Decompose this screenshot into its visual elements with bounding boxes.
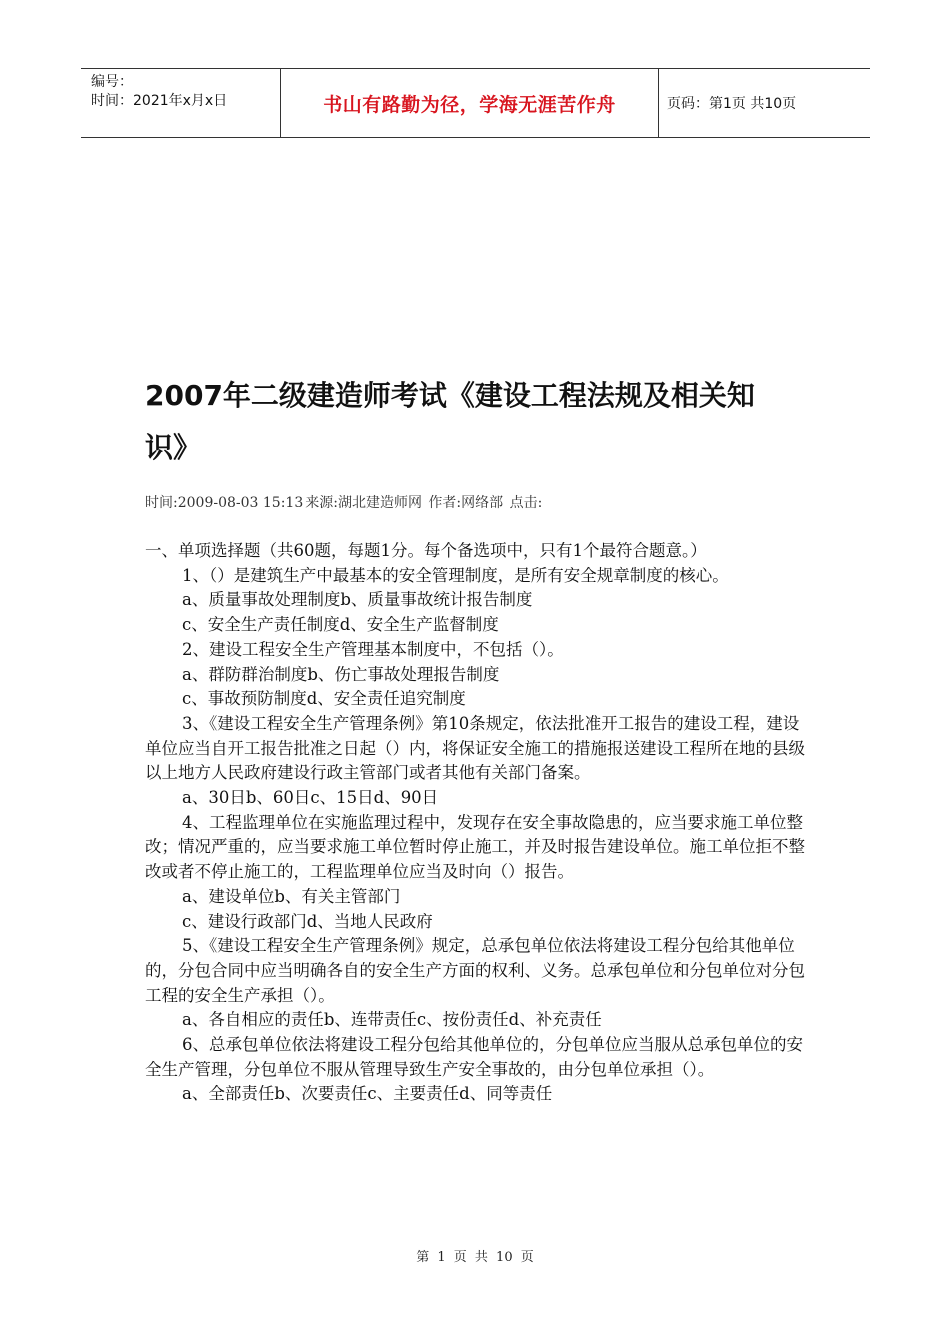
time-label: 时间：2021年x月x日 bbox=[91, 93, 228, 109]
body-paragraph: a、质量事故处理制度b、质量事故统计报告制度 bbox=[182, 590, 533, 610]
body-paragraph: c、安全生产责任制度d、安全生产监督制度 bbox=[182, 615, 499, 635]
meta-time: 时间:2009-08-03 15:13 bbox=[145, 495, 304, 511]
page-header bbox=[81, 68, 870, 138]
body-paragraph: a、各自相应的责任b、连带责任c、按份责任d、补充责任 bbox=[182, 1010, 602, 1030]
body-paragraph: 5、《建设工程安全生产管理条例》规定，总承包单位依法将建设工程分包给其他单位的，分包合同中应当明确各自的安全生产方面的权利、义务。总承包单位和分包单位对分包工程的安全生产承担（）。 bbox=[145, 936, 805, 1005]
body-paragraph: a、群防群治制度b、伤亡事故处理报告制度 bbox=[182, 664, 500, 684]
body-paragraph: 6、总承包单位依法将建设工程分包给其他单位的，分包单位应当服从总承包单位的安全生产管理，分包单位不服从管理导致生产安全事故的，由分包单位承担（）。 bbox=[145, 1035, 803, 1079]
document-body bbox=[145, 539, 813, 1107]
body-paragraph: c、事故预防制度d、安全责任追究制度 bbox=[182, 689, 466, 709]
meta-author: 作者:网络部 bbox=[428, 495, 504, 511]
meta-source: 来源:湖北建造师网 bbox=[305, 495, 422, 511]
body-paragraph: a、30日b、60日c、15日d、90日 bbox=[182, 788, 439, 808]
page-footer: 第 1 页 共 10 页 bbox=[416, 1250, 534, 1265]
body-paragraph: 4、工程监理单位在实施监理过程中，发现存在安全事故隐患的，应当要求施工单位整改；情况严重的，应当要求施工单位暂时停止施工，并及时报告建设单位。施工单位拒不整改或者不停止施工的，工程监理单位应当及时向（）报告。 bbox=[145, 812, 805, 882]
document-title: 2007年二级建造师考试《建设工程法规及相关知识》 bbox=[145, 379, 755, 464]
header-motto: 书山有路勤为径，学海无涯苦作舟 bbox=[281, 69, 659, 137]
section-heading: 一、单项选择题（共60题，每题1分。每个备选项中，只有1个最符合题意。） bbox=[145, 541, 707, 560]
body-paragraph: 3、《建设工程安全生产管理条例》第10条规定，依法批准开工报告的建设工程，建设单位应当自开工报告批准之日起（）内，将保证安全施工的措施报送建设工程所在地的县级以上地方人民政府建设行政主管部门或者其他有关部门备案。 bbox=[145, 713, 805, 783]
body-paragraph: a、全部责任b、次要责任c、主要责任d、同等责任 bbox=[182, 1084, 553, 1104]
article-meta bbox=[145, 492, 544, 512]
meta-clicks: 点击: bbox=[509, 495, 543, 511]
number-label: 编号： bbox=[91, 74, 133, 90]
header-page-info: 页码：第1页 共10页 bbox=[667, 96, 797, 112]
body-paragraph: a、建设单位b、有关主管部门 bbox=[182, 886, 401, 906]
body-paragraph: c、建设行政部门d、当地人民政府 bbox=[182, 911, 433, 931]
body-paragraph: 2、建设工程安全生产管理基本制度中，不包括（）。 bbox=[182, 639, 564, 659]
body-paragraph: 1、（）是建筑生产中最基本的安全管理制度，是所有安全规章制度的核心。 bbox=[182, 565, 729, 585]
header-left-cell bbox=[81, 69, 281, 137]
